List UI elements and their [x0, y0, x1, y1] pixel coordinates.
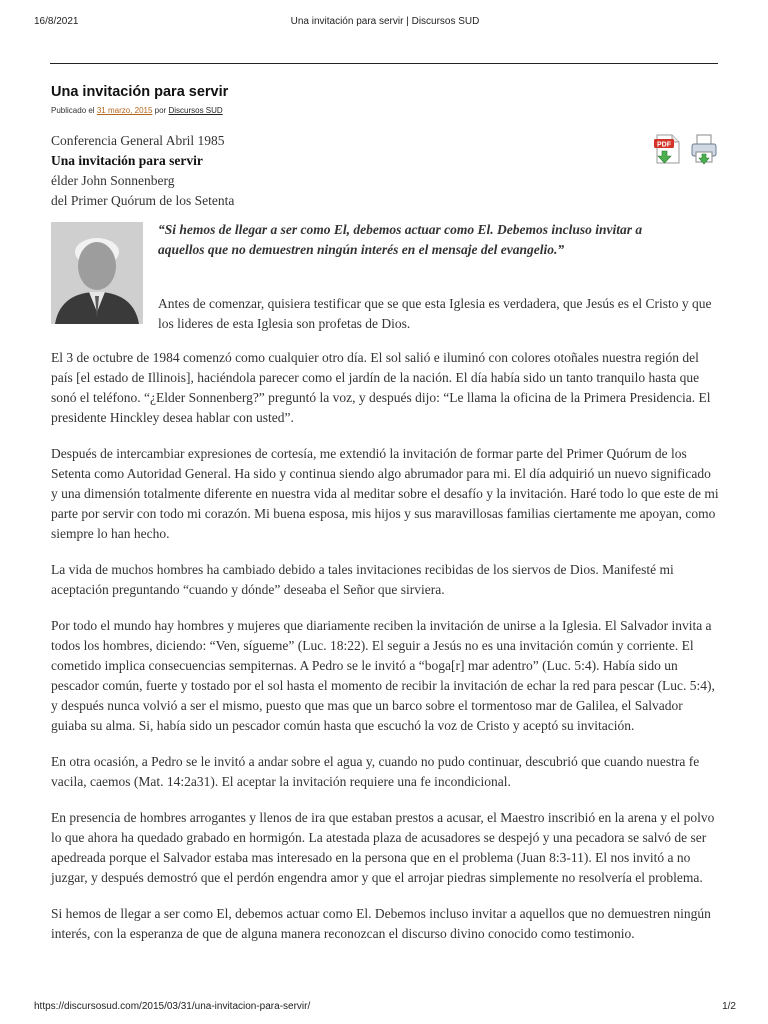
- print-date: 16/8/2021: [34, 16, 79, 27]
- talk-header: [51, 131, 719, 211]
- pull-quote: “Si hemos de llegar a ser como El, debemos actuar como El. Debemos incluso invitar a aquellos que no demuestren ningún interés en el mensaje del evangelio.”: [158, 222, 643, 257]
- body-paragraph: El 3 de octubre de 1984 comenzó como cualquier otro día. El sol salió e iluminó con colores otoñales nuestra región del país [el estado de Illinois], haciéndola parecer como el jardín de la nación. El día había sido un tanto tranquilo hasta que sonó el teléfono. “¿Elder Sonnenberg?” preguntó la voz, y después dijo: “Le llama la oficina de la Primera Presidencia. El presidente Hinckley desea hablar con usted”.: [51, 350, 711, 425]
- header-divider: [50, 63, 718, 64]
- intro-paragraph: Antes de comenzar, quisiera testificar que se que esta Iglesia es verdadera, que Jesús es el Cristo y que los lideres de esta Iglesia son profetas de Dios.: [158, 296, 712, 331]
- body-paragraph: En otra ocasión, a Pedro se le invitó a andar sobre el agua y, cuando no pudo continuar, descubrió que cuando nuestra fe vacila, caemos (Mat. 14:2a31). El aceptar la invitación requiere una fe incondicional.: [51, 754, 700, 789]
- speaker-calling: del Primer Quórum de los Setenta: [51, 193, 235, 208]
- share-icons: [653, 132, 719, 166]
- print-page-title: Una invitación para servir | Discursos SUD: [290, 16, 480, 27]
- article-body: [51, 348, 719, 960]
- byline: [51, 106, 719, 115]
- byline-prefix: Publicado el: [51, 106, 95, 115]
- article: [51, 84, 719, 941]
- print-footer: [34, 1001, 736, 1012]
- body-paragraph: Si hemos de llegar a ser como El, debemos actuar como El. Debemos incluso invitar a aquellos que no demuestren ningún interés, con la esperanza de que de alguna manera reconozcan el discurso divino conocido como testimonio.: [51, 906, 711, 941]
- talk-title: Una invitación para servir: [51, 153, 203, 168]
- body-paragraph: Por todo el mundo hay hombres y mujeres que diariamente reciben la invitación de unirse a la Iglesia. El Salvador invita a todos los hombres, diciendo: “Ven, sígueme” (Luc. 18:22). El seguir a Jesús no es una invitación común y corriente. El cometido implica consecuencias sempiternas. A Pedro se le invitó a “boga[r] mar adentro” (Luc. 5:4). Había sido un pescador común, fuerte y tostado por el sol hasta el momento de recibir la invitación de echar la red para pescar (Luc. 5:4), y después nunca volvió a ser el mismo, puesto que mas que un barco sobre el tormentoso mar de Galilea, el Salvador guiaba su alma. Si, había sido un pescador común hasta que escuchó la voz de Cristo y aceptó su invitación.: [51, 618, 715, 733]
- body-paragraph: En presencia de hombres arrogantes y llenos de ira que estaban prestos a acusar, el Maestro inscribió en la arena y el polvo lo que ahora ha quedado grabado en hormigón. La atestada plaza de acusadores se despejó y una pecadora se salvó de ser apedreada porque el Salvador estaba mas interesado en la persona que en el problema (Juan 8:3-11). El nos invitó a no juzgar, y después demostró que el perdón engendra amor y que el arrojar piedras simplemente no resolvería el problema.: [51, 810, 715, 885]
- byline-by: por: [154, 106, 167, 115]
- page-number: 1/2: [722, 1001, 736, 1012]
- speaker-portrait: [51, 222, 143, 324]
- print-url: https://discursosud.com/2015/03/31/una-invitacion-para-servir/: [34, 1001, 311, 1012]
- pdf-icon[interactable]: [653, 132, 683, 166]
- print-icon[interactable]: [689, 132, 719, 166]
- body-paragraph: Después de intercambiar expresiones de cortesía, me extendió la invitación de formar parte del Primer Quórum de los Setenta como Autoridad General. Ha sido y continua siendo algo abrumador para mi. El día adquirió un nuevo significado y una dimensión totalmente diferente en nuestra vida al meditar sobre el desafío y la invitación. Haré todo lo que este de mi parte por servir con todo mi corazón. Mi buena esposa, mis hijos y sus maravillosas familias ciertamente me apoyan, como siempre lo han hecho.: [51, 446, 719, 541]
- byline-date-link[interactable]: 31 marzo, 2015: [96, 106, 153, 115]
- svg-text:PDF: PDF: [657, 141, 671, 149]
- body-paragraph: La vida de muchos hombres ha cambiado debido a tales invitaciones recibidas de los siervos de Dios. Manifesté mi aceptación preguntando “cuando y dónde” deseaba el Señor que sirviera.: [51, 562, 674, 597]
- article-title: Una invitación para servir: [51, 84, 229, 100]
- speaker-name: élder John Sonnenberg: [51, 173, 175, 188]
- conference-name: Conferencia General Abril 1985: [51, 133, 225, 148]
- byline-author-link[interactable]: Discursos SUD: [168, 106, 223, 115]
